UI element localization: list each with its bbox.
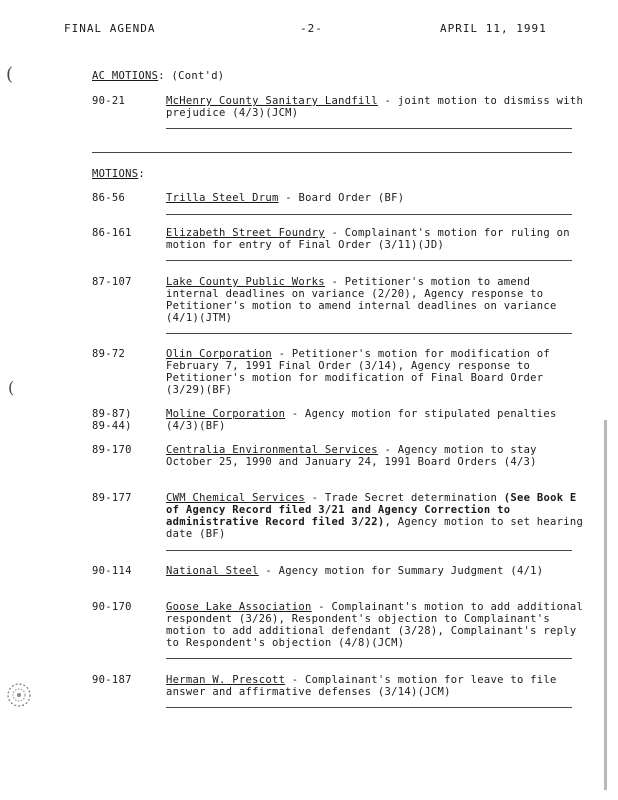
divider [166, 550, 572, 551]
docket-number: 86-56 [92, 192, 126, 204]
divider [166, 333, 572, 334]
scan-edge [604, 420, 607, 790]
case-name: Trilla Steel Drum [166, 192, 279, 204]
docket-number: 90-21 [92, 95, 126, 107]
docket-number: 90-187 [92, 674, 132, 686]
docket-number: 89-87) 89-44) [92, 408, 132, 432]
docket-number: 90-114 [92, 565, 132, 577]
margin-mark: ( [8, 378, 15, 397]
margin-mark: ( [6, 64, 14, 85]
case-name: Goose Lake Association [166, 601, 312, 613]
case-name: Lake County Public Works [166, 276, 325, 288]
case-name: Elizabeth Street Foundry [166, 227, 325, 239]
case-name: McHenry County Sanitary Landfill [166, 95, 378, 107]
header-left: FINAL AGENDA [64, 22, 156, 35]
divider [166, 128, 572, 129]
docket-number: 89-170 [92, 444, 132, 456]
divider [166, 658, 572, 659]
docket-number: 86-161 [92, 227, 132, 239]
divider [166, 214, 572, 215]
case-name: Herman W. Prescott [166, 674, 286, 686]
case-name: National Steel [166, 565, 259, 577]
divider [166, 260, 572, 261]
page-number: -2- [300, 22, 323, 35]
ac-motions-title: AC MOTIONS: (Cont'd) [92, 70, 225, 82]
case-name: Olin Corporation [166, 348, 272, 360]
case-name: CWM Chemical Services [166, 492, 306, 504]
case-name: Centralia Environmental Services [166, 444, 378, 456]
divider [166, 707, 572, 708]
case-name: Moline Corporation [166, 408, 286, 420]
stamp-mark [4, 680, 34, 710]
docket-number: 90-170 [92, 601, 132, 613]
header-date: APRIL 11, 1991 [440, 22, 547, 35]
motions-title: MOTIONS: [92, 168, 145, 180]
docket-number: 89-72 [92, 348, 126, 360]
section-divider [92, 152, 572, 153]
docket-number: 89-177 [92, 492, 132, 504]
docket-number: 87-107 [92, 276, 132, 288]
